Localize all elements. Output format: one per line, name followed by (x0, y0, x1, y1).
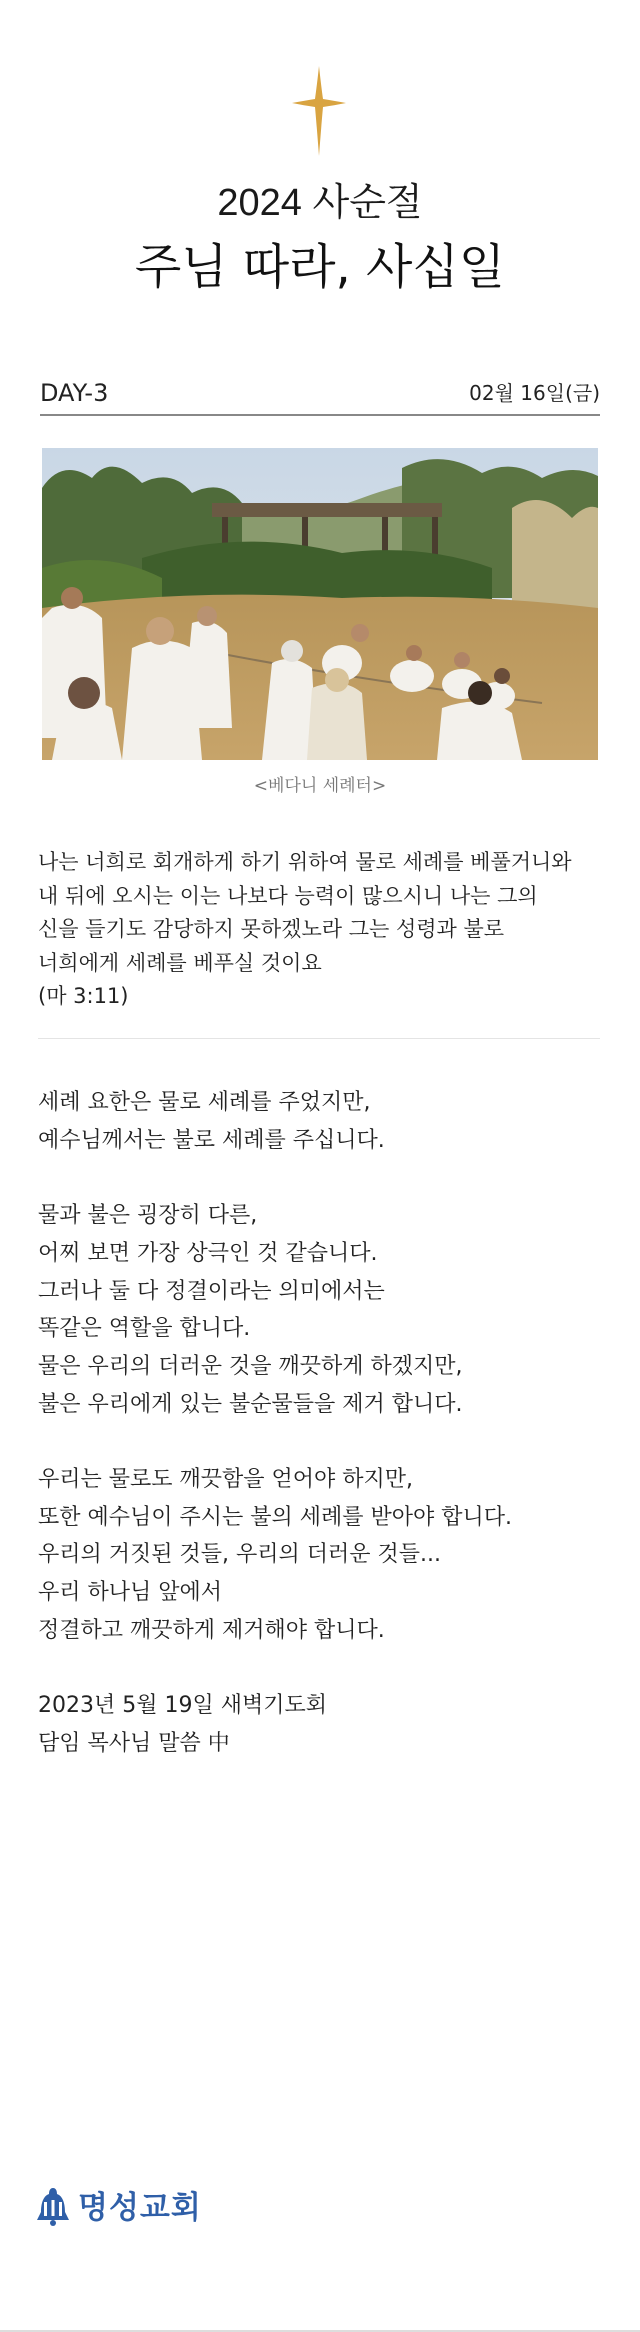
scripture-passage (38, 846, 608, 1014)
meditation-text (38, 1084, 608, 1763)
scripture-line: 내 뒤에 오시는 이는 나보다 능력이 많으시니 나는 그의 (38, 883, 538, 908)
meditation-line: 예수님께서는 불로 세례를 주십니다. (38, 1127, 385, 1153)
day-header (40, 374, 600, 416)
meditation-line: 우리의 거짓된 것들, 우리의 더러운 것들... (38, 1542, 441, 1568)
meditation-line: 세례 요한은 물로 세례를 주었지만, (38, 1090, 371, 1115)
meditation-line: 또한 예수님이 주시는 불의 세례를 받아야 합니다. (38, 1504, 512, 1530)
meditation-line: 똑같은 역할을 합니다. (38, 1316, 251, 1342)
meditation-line: 정결하고 깨끗하게 제거해야 합니다. (38, 1617, 385, 1643)
scripture-reference: (마 3:11) (38, 984, 129, 1008)
sermon-source-date: 2023년 5월 19일 새벽기도회 (38, 1693, 327, 1719)
church-name: 명성교회 (78, 2190, 202, 2226)
gold-cross-icon (292, 66, 346, 156)
meditation-line: 물과 불은 굉장히 다른, (38, 1203, 258, 1229)
season-title: 2024 사순절 (217, 182, 423, 224)
scripture-line: 너희에게 세례를 베푸실 것이요 (38, 950, 322, 975)
section-divider (38, 1038, 600, 1039)
meditation-line: 불은 우리에게 있는 불순물들을 제거 합니다. (38, 1391, 463, 1417)
photo-caption: <베다니 세례터> (253, 776, 387, 796)
meditation-line: 우리는 물로도 깨끗함을 얻어야 하지만, (38, 1467, 413, 1492)
baptism-site-photo (42, 448, 598, 760)
day-date: 02월 16일(금) (469, 381, 600, 405)
meditation-line: 물은 우리의 더러운 것을 깨끗하게 하겠지만, (38, 1353, 463, 1379)
church-logo[interactable] (36, 2186, 202, 2230)
church-bell-logo-icon (36, 2186, 70, 2230)
meditation-line: 우리 하나님 앞에서 (38, 1580, 223, 1606)
meditation-line: 그러나 둘 다 정결이라는 의미에서는 (38, 1278, 385, 1304)
sermon-source-speaker: 담임 목사님 말씀 中 (38, 1730, 230, 1756)
page-title: 주님 따라, 사십일 (134, 239, 506, 295)
meditation-line: 어찌 보면 가장 상극인 것 같습니다. (38, 1240, 378, 1266)
scripture-line: 신을 들기도 감당하지 못하겠노라 그는 성령과 불로 (38, 917, 505, 941)
scripture-line: 나는 너희로 회개하게 하기 위하여 물로 세례를 베풀거니와 (38, 850, 572, 874)
day-label: DAY-3 (40, 379, 109, 407)
